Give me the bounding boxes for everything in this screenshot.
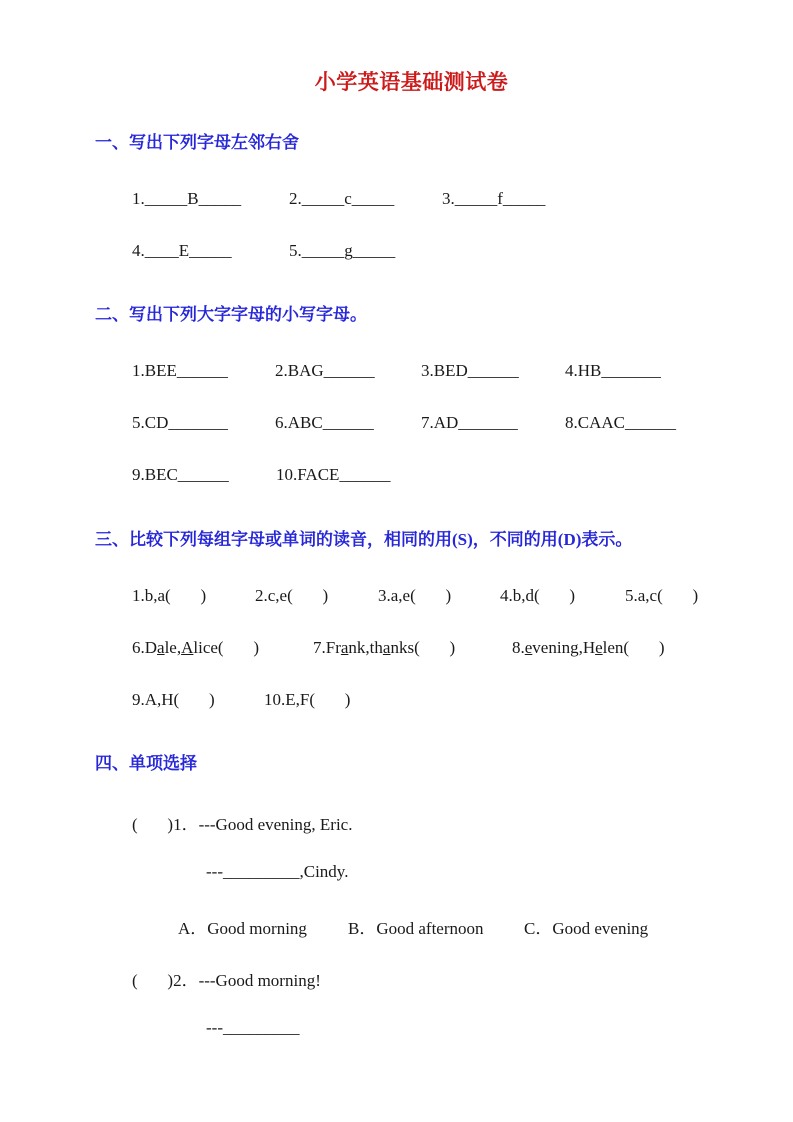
section-2-heading: 二、写出下列大字字母的小写字母。 (95, 305, 367, 325)
q1-option-c: C．Good evening (524, 919, 649, 938)
s2-item-4: 4.HB_______ (565, 361, 661, 380)
s3-item-9: 9.A,H( ) (132, 690, 215, 709)
section-4-heading: 四、单项选择 (95, 754, 197, 774)
q2-response: ---_________ (206, 1018, 300, 1037)
s2-item-9: 9.BEC______ (132, 465, 229, 484)
q2-prefix: ( )2． (132, 971, 199, 990)
section-1-heading: 一、写出下列字母左邻右舍 (95, 133, 299, 153)
s3-item-4: 4.b,d( ) (500, 586, 576, 605)
s2-item-7: 7.AD_______ (421, 413, 518, 432)
s3-item-10: 10.E,F( ) (264, 690, 351, 709)
s2-item-10: 10.FACE______ (276, 465, 391, 484)
s1-item-4: 4.____E_____ (132, 241, 232, 260)
s3-item-1: 1.b,a( ) (132, 586, 207, 605)
q1-line (132, 810, 352, 835)
s2-item-1: 1.BEE______ (132, 361, 228, 380)
s2-item-8: 8.CAAC______ (565, 413, 676, 432)
s3-item-5: 5.a,c( ) (625, 586, 699, 605)
s3-item-7: 7.Frank,thanks( ) (313, 638, 456, 657)
page-title: 小学英语基础测试卷 (314, 70, 509, 94)
s1-item-5: 5._____g_____ (289, 241, 396, 260)
s3-item-2: 2.c,e( ) (255, 586, 329, 605)
q2-prompt: ---Good morning! (198, 971, 321, 990)
q1-option-a: A．Good morning (178, 919, 307, 938)
s3-item-8: 8.evening,Helen( ) (512, 638, 665, 657)
q1-prompt: ---Good evening, Eric. (198, 815, 353, 834)
s1-item-2: 2._____c_____ (289, 189, 395, 208)
s3-item-3: 3.a,e( ) (378, 586, 452, 605)
s2-item-5: 5.CD_______ (132, 413, 228, 432)
q1-prefix: ( )1． (132, 815, 199, 834)
s3-item-6: 6.Dale,Alice( ) (132, 638, 259, 657)
s2-item-3: 3.BED______ (421, 361, 519, 380)
q1-option-b: B．Good afternoon (348, 919, 484, 938)
s1-item-1: 1._____B_____ (132, 189, 242, 208)
s2-item-2: 2.BAG______ (275, 361, 375, 380)
s2-item-6: 6.ABC______ (275, 413, 374, 432)
q1-response: ---_________,Cindy. (206, 862, 349, 881)
s1-item-3: 3._____f_____ (442, 189, 546, 208)
q2-line (132, 966, 321, 991)
section-3-heading: 三、比较下列每组字母或单词的读音，相同的用(S)，不同的用(D)表示。 (95, 530, 633, 550)
